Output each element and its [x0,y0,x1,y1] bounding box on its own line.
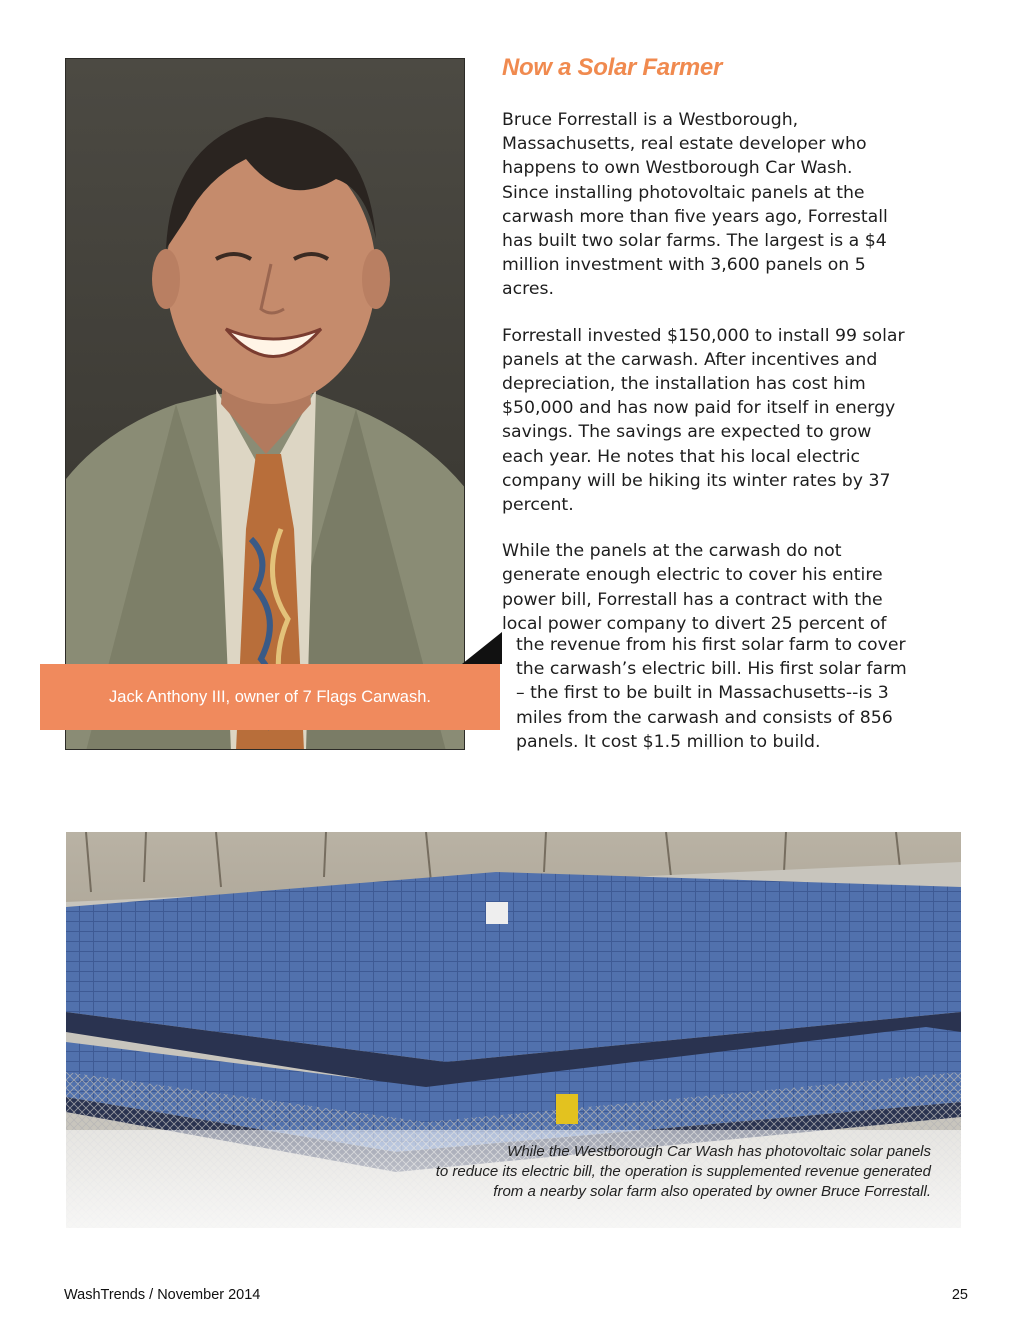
page-number: 25 [951,1287,968,1303]
solar-caption-band [66,1130,961,1228]
article-paragraph-3-continued: the revenue from his first solar farm to cover the carwash’s electric bill. His first solar farm – the first to be built in Massachusetts--is 3 miles from the carwash and consists of 856 panels. It cost $1.5 million to build. [516,635,907,752]
caption-pointer [462,632,502,664]
portrait-photo [65,58,465,750]
solar-photo-caption: While the Westborough Car Wash has photovoltaic solar panels to reduce its electric bill, the operation is supplemented revenue generated from a nearby solar farm also operated by owner Bruce Forrestall. [435,1143,931,1200]
footer-publication: WashTrends / November 2014 [64,1287,261,1303]
article-body [502,108,967,658]
article-paragraph-3: While the panels at the carwash do not generate enough electric to cover his entire power bill, Forrestall has a contract with the local power company to divert 25 percent of [502,541,887,634]
solar-farm-photo [66,832,961,1228]
article-heading: Now a Solar Farmer [502,54,723,81]
article-paragraph-1: Bruce Forrestall is a Westborough, Massachusetts, real estate developer who happens to own Westborough Car Wash. Since installing photovoltaic panels at the carwash more than five years ago, Forrestall has built two solar farms. The largest is a $4 million investment with 3,600 panels on 5 acres. [502,110,888,300]
portrait-caption-box [40,664,500,730]
article-paragraph-2: Forrestall invested $150,000 to install 99 solar panels at the carwash. After incentives and depreciation, the installation has cost him $50,000 and has now paid for itself in energy savings. The savings are expected to grow each year. He notes that his local electric company will be hiking its winter rates by 37 percent. [502,325,905,516]
portrait-caption: Jack Anthony III, owner of 7 Flags Carwash. [109,687,431,706]
